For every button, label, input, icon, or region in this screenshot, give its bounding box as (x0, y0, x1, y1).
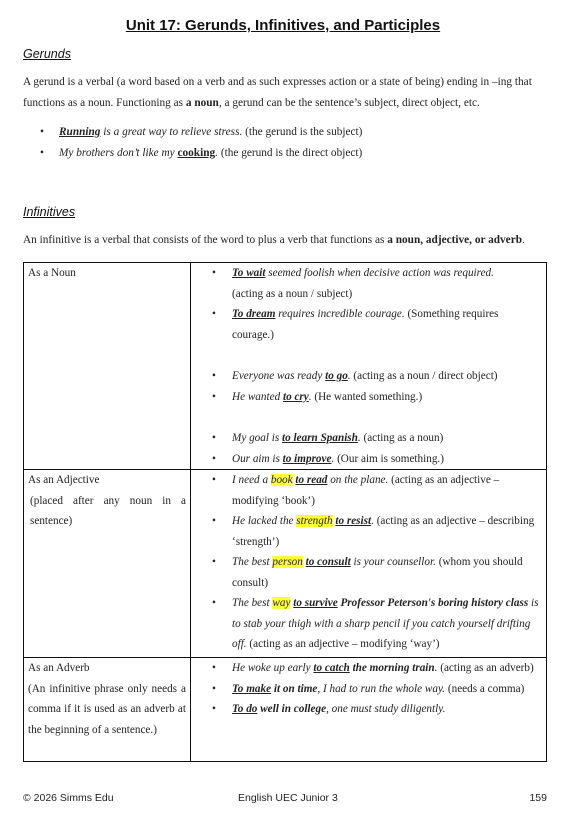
example-bold: Professor Peterson's boring history class (337, 597, 529, 609)
infinitive: To make (232, 682, 272, 695)
page-number: 159 (529, 792, 547, 804)
example-item (211, 304, 540, 345)
highlighted-noun: strength (296, 515, 333, 527)
row-label (24, 470, 191, 658)
infinitives-def-text-1: An infinitive is a verbal that consists of the word to plus a verb that functions as (23, 234, 388, 246)
example-text: on the plane. (327, 474, 389, 486)
example-note: (acting as a noun / direct object) (350, 370, 498, 382)
example-note: (He wanted something.) (311, 390, 423, 403)
example-item (211, 263, 540, 304)
example-note: (Something requires courage.) (232, 308, 499, 341)
example-text: My goal is (232, 432, 283, 444)
infinitive: to cry (282, 390, 309, 403)
example-item (211, 470, 540, 511)
infinitive: To wait (232, 267, 266, 279)
example-item (211, 366, 540, 387)
gerunds-heading: Gerunds (23, 47, 71, 61)
infinitive: to consult (305, 556, 351, 568)
gerund-example-2 (40, 143, 362, 164)
example-note: (acting as an adjective – modifying ‘way’) (246, 638, 440, 650)
example-text: , I had to run the whole way. (317, 682, 446, 695)
row-label-text: As an Adverb (28, 662, 90, 674)
example-item (211, 658, 540, 679)
example-text: . (308, 390, 312, 403)
example-item (211, 428, 540, 449)
example-text: . (357, 432, 361, 444)
example-text: The best (232, 556, 273, 568)
infinitive: To dream (232, 308, 276, 320)
infinitive: to survive (293, 597, 338, 609)
row-label-sub: (An infinitive phrase only needs a comma if it is used as an adverb at the beginning of a sentence.) (28, 682, 186, 736)
example-note: (whom you should consult) (232, 556, 523, 589)
example-item (211, 387, 540, 408)
example-item (211, 699, 540, 720)
example-note: (needs a comma) (445, 682, 525, 695)
infinitive: To do (232, 703, 258, 715)
example-note: (acting as a noun) (360, 432, 444, 444)
example-note: (Our aim is something.) (334, 452, 444, 465)
example-bold: well in college (257, 703, 327, 715)
example-bold: the morning train (349, 662, 435, 674)
infinitive: to go (325, 370, 348, 382)
gerunds-definition (23, 72, 548, 114)
example-text: . (434, 662, 438, 674)
gerund-word: Running (59, 126, 101, 138)
infinitives-definition (23, 230, 548, 251)
example-text: . (347, 370, 351, 382)
infinitives-def-bold: a noun, adjective, or adverb (387, 234, 522, 246)
gerunds-def-text-1: A gerund is a verbal (a word based on a verb and as such expresses action or a state of being) ending in –ing that functions as a noun. Functioning as (23, 76, 532, 109)
example-text: My brothers don’t like my (59, 146, 178, 159)
example-text: I need a (232, 474, 271, 486)
infinitive: to catch (313, 662, 350, 674)
example-text: . (331, 452, 335, 465)
example-note: (acting as a noun / subject) (232, 287, 353, 300)
row-label (24, 263, 191, 470)
example-text: . (371, 515, 374, 527)
example-note: (the gerund is the subject) (242, 126, 363, 138)
example-text: , one must study diligently. (326, 703, 446, 715)
infinitive: to improve (282, 452, 332, 465)
row-label-sub: (placed after any noun in a sentence) (30, 494, 186, 527)
infinitive: to resist (335, 515, 372, 527)
footer-copyright: © 2026 Simms Edu (23, 792, 114, 804)
example-note: (the gerund is the direct object) (218, 146, 363, 159)
example-item (211, 679, 540, 700)
example-bold: it on time (271, 682, 318, 695)
example-text: Our aim is (232, 452, 283, 465)
highlighted-noun: book (270, 474, 293, 486)
example-item (211, 552, 540, 593)
example-note: (acting as an adverb) (437, 662, 534, 674)
page-title: Unit 17: Gerunds, Infinitives, and Participles (125, 17, 441, 34)
example-text: is your counsellor. (350, 556, 436, 568)
table-row (24, 263, 547, 470)
footer-course: English UEC Junior 3 (238, 792, 338, 804)
infinitives-def-text-2: . (522, 234, 525, 246)
row-examples (191, 658, 547, 762)
highlighted-noun: way (272, 597, 291, 609)
example-note: (acting as an adjective – modifying ‘book’) (232, 474, 500, 507)
row-label (24, 658, 191, 762)
example-text: . (215, 146, 218, 159)
example-text: The best (232, 597, 273, 609)
example-text: He wanted (232, 390, 283, 403)
gerund-examples (40, 122, 362, 163)
example-text: He lacked the (232, 515, 297, 527)
highlighted-noun: person (272, 556, 303, 568)
example-text: is a great way to relieve stress. (100, 126, 243, 138)
infinitives-table (23, 262, 547, 762)
gerund-word: cooking (177, 146, 216, 159)
gerunds-def-bold: a noun (185, 97, 219, 109)
infinitives-heading: Infinitives (23, 205, 76, 219)
table-row (24, 470, 547, 658)
example-note: (acting as an adjective – describing ‘strength’) (232, 515, 535, 548)
example-item (211, 593, 540, 655)
example-text: He woke up early (232, 662, 314, 674)
row-label-text: As an Adjective (28, 474, 100, 486)
infinitive: to learn Spanish (282, 432, 358, 444)
example-text: seemed foolish when decisive action was required. (265, 267, 494, 279)
table-row (24, 658, 547, 762)
gerund-example-1 (40, 122, 362, 143)
example-text: Everyone was ready (232, 370, 326, 382)
example-item (211, 511, 540, 552)
gerunds-def-text-2: , a gerund can be the sentence’s subject, direct object, etc. (218, 97, 480, 109)
row-examples (191, 470, 547, 658)
example-text: is to stab your thigh with a sharp pencil if you catch yourself drifting off. (232, 597, 539, 650)
row-examples (191, 263, 547, 470)
row-label-text: As a Noun (28, 267, 76, 279)
infinitive: to read (295, 474, 328, 486)
example-item (211, 449, 540, 470)
example-text: requires incredible courage. (275, 308, 405, 320)
